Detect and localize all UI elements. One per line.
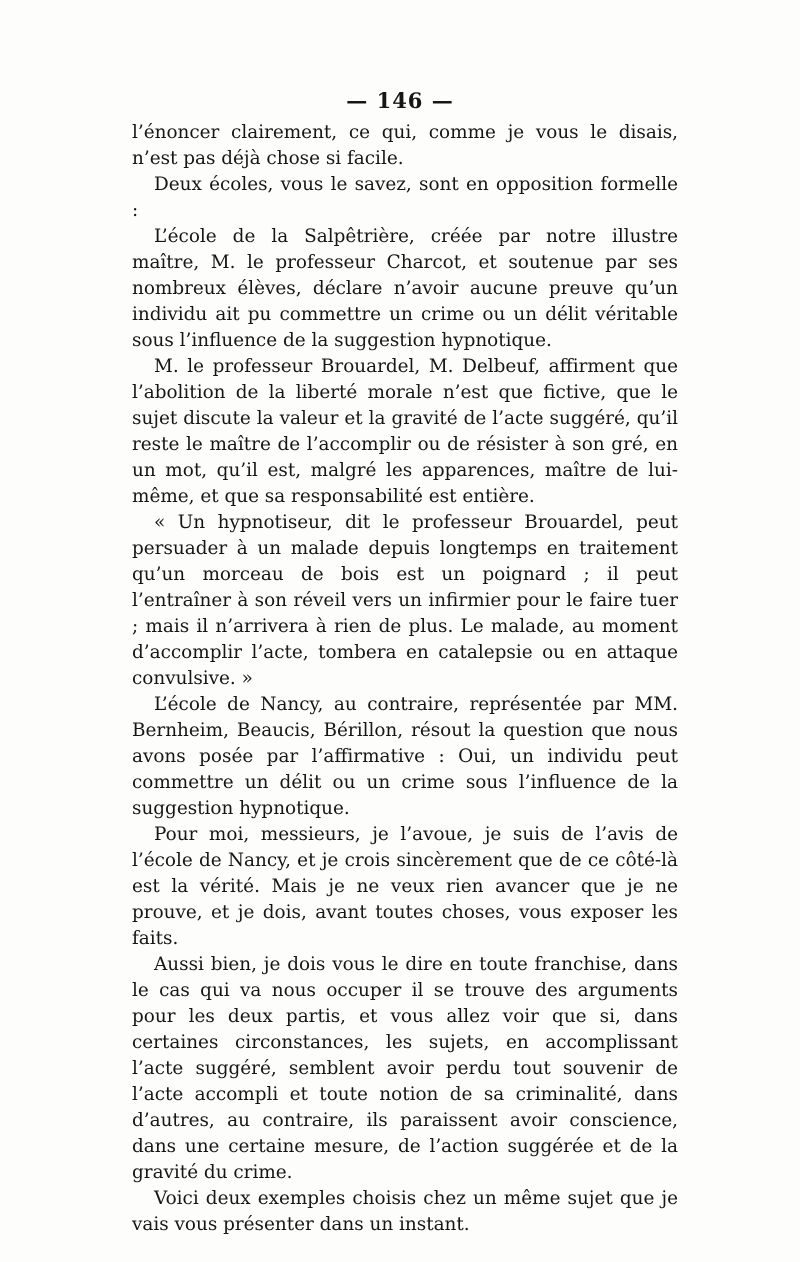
paragraph: « Un hypnotiseur, dit le professeur Brouardel, peut persuader à un malade depuis longtemps en traitement qu’un morceau de bois est un poignard ; il peut l’entraîner à son réveil vers un infirmier pour le faire tuer ; mais il n’arrivera à rien de plus. Le malade, au moment d’accomplir l’acte, tombera en catalepsie ou en attaque convulsive. » [132,512,678,689]
paragraph: Voici deux exemples choisis chez un même sujet que je vais vous présenter dans un instant. [132,1188,678,1235]
paragraph: L’école de la Salpêtrière, créée par notre illustre maître, M. le professeur Charcot, et soutenue par ses nombreux élèves, déclare n’avoir aucune preuve qu’un individu ait pu commettre un crime ou un délit véritable sous l’influence de la suggestion hypnotique. [132,226,678,351]
body-text [132,120,678,1238]
page-number: — 146 — [346,88,454,113]
paragraph: Deux écoles, vous le savez, sont en opposition formelle : [132,174,678,221]
paragraph: M. le professeur Brouardel, M. Delbeuf, affirment que l’abolition de la liberté morale n’est que fictive, que le sujet discute la valeur et la gravité de l’acte suggéré, qu’il reste le maître de l’accomplir ou de résister à son gré, en un mot, qu’il est, malgré les apparences, maître de lui-même, et que sa responsabilité est entière. [132,356,678,507]
paragraph: L’école de Nancy, au contraire, représentée par MM. Bernheim, Beaucis, Bérillon, résout la question que nous avons posée par l’affirmative : Oui, un individu peut commettre un délit ou un crime sous l’influence de la suggestion hypnotique. [132,694,678,819]
paragraph: l’énoncer clairement, ce qui, comme je vous le disais, n’est pas déjà chose si facile. [132,122,678,169]
paragraph: Aussi bien, je dois vous le dire en toute franchise, dans le cas qui va nous occuper il se trouve des arguments pour les deux partis, et vous allez voir que si, dans certaines circonstances, les sujets, en accomplissant l’acte suggéré, semblent avoir perdu tout souvenir de l’acte accompli et toute notion de sa criminalité, dans d’autres, au contraire, ils paraissent avoir conscience, dans une certaine mesure, de l’action suggérée et de la gravité du crime. [132,954,678,1183]
paragraph: Pour moi, messieurs, je l’avoue, je suis de l’avis de l’école de Nancy, et je crois sincèrement que de ce côté-là est la vérité. Mais je ne veux rien avancer que je ne prouve, et je dois, avant toutes choses, vous exposer les faits. [132,824,678,949]
